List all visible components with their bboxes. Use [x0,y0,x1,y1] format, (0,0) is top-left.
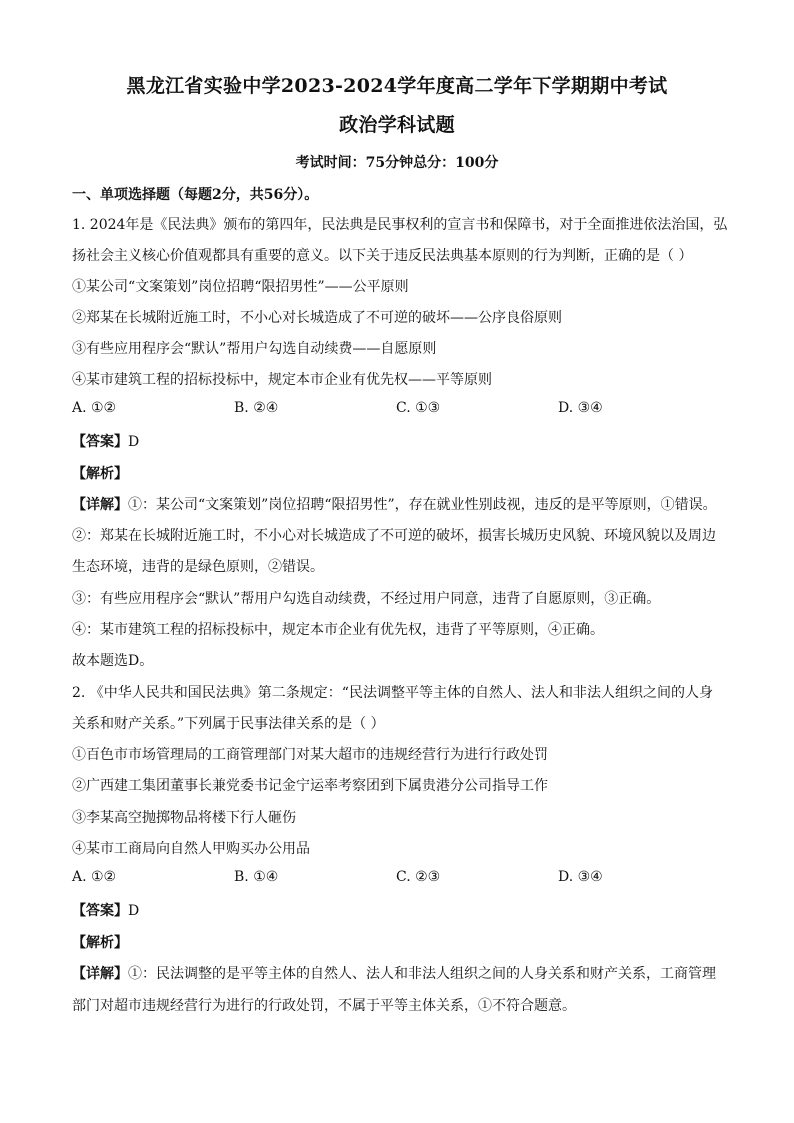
q1-answer-tag: 【答案】 [72,434,128,450]
q2-detail-tag: 【详解】 [72,966,128,982]
exam-title: 黑龙江省实验中学2023-2024学年度高二学年下学期期中考试 [126,75,668,97]
q1-stem-line-1: 1. 2024年是《民法典》颁布的第四年，民法典是民事权利的宣言书和保障书，对于全面推进依法治国，弘 [72,217,728,233]
section-heading: 一、单项选择题（每题2分，共56分）。 [72,187,319,203]
q1-detail-tag: 【详解】 [72,497,128,513]
q1-detail-1-text: ①：某公司“文案策划”岗位招聘“限招男性”，存在就业性别歧视，违反的是平等原则，①错误。 [128,497,717,513]
q2-detail-1b: 部门对超市违规经营行为进行的行政处罚，不属于平等主体关系，①不符合题意。 [72,998,576,1014]
q1-options [72,400,722,420]
q2-option-b: B. ①④ [234,869,279,885]
q2-item-2: ②广西建工集团董事长兼党委书记金宁运率考察团到下属贵港分公司指导工作 [72,778,548,794]
q2-option-c: C. ②③ [396,869,441,885]
q1-option-c: C. ①③ [396,400,441,416]
q1-item-4: ④某市建筑工程的招标投标中，规定本市企业有优先权——平等原则 [72,372,492,388]
q2-item-4: ④某市工商局向自然人甲购买办公用品 [72,841,310,857]
q1-conclusion: 故本题选D。 [72,653,154,669]
q1-detail-1 [72,494,717,514]
q1-option-a: A. ①② [72,400,117,416]
q2-answer [72,900,139,920]
q2-detail-1a [72,963,716,983]
q1-analysis [72,463,128,483]
q2-analysis [72,932,128,952]
q1-answer-value: D [128,434,140,450]
q2-option-d: D. ③④ [558,869,603,885]
q1-detail-2b: 生态环境，违背的是绿色原则，②错误。 [72,559,324,575]
q2-answer-tag: 【答案】 [72,903,128,919]
q2-analysis-tag: 【解析】 [72,935,128,951]
q2-item-3: ③李某高空抛掷物品将楼下行人砸伤 [72,810,296,826]
q2-answer-value: D [128,903,140,919]
q1-option-d: D. ③④ [558,400,603,416]
q1-stem-line-2: 扬社会主义核心价值观都具有重要的意义。以下关于违反民法典基本原则的行为判断，正确的是（ ） [72,248,693,264]
q2-option-a: A. ①② [72,869,117,885]
q2-stem-line-1: 2. 《中华人民共和国民法典》第二条规定：“民法调整平等主体的自然人、法人和非法人组织之间的人身 [72,685,713,701]
q2-options [72,869,722,889]
q1-item-1: ①某公司“文案策划”岗位招聘“限招男性”——公平原则 [72,279,409,295]
q1-detail-3: ③：有些应用程序会“默认”帮用户勾选自动续费，不经过用户同意，违背了自愿原则，③正确。 [72,591,661,607]
q2-detail-1a-text: ①：民法调整的是平等主体的自然人、法人和非法人组织之间的人身关系和财产关系，工商管理 [128,966,716,982]
exam-meta: 考试时间：75分钟总分：100分 [295,155,499,171]
exam-subtitle: 政治学科试题 [339,114,455,136]
q1-answer [72,431,139,451]
q1-detail-4: ④：某市建筑工程的招标投标中，规定本市企业有优先权，违背了平等原则，④正确。 [72,622,604,638]
q2-stem-line-2: 关系和财产关系。”下列属于民事法律关系的是（ ） [72,716,385,732]
q2-item-1: ①百色市市场管理局的工商管理部门对某大超市的违规经营行为进行行政处罚 [72,747,548,763]
q1-option-b: B. ②④ [234,400,279,416]
q1-item-2: ②郑某在长城附近施工时，不小心对长城造成了不可逆的破坏——公序良俗原则 [72,310,562,326]
q1-item-3: ③有些应用程序会“默认”帮用户勾选自动续费——自愿原则 [72,341,437,357]
q1-analysis-tag: 【解析】 [72,466,128,482]
q1-detail-2a: ②：郑某在长城附近施工时，不小心对长城造成了不可逆的破坏，损害长城历史风貌、环境风貌以及周边 [72,528,716,544]
